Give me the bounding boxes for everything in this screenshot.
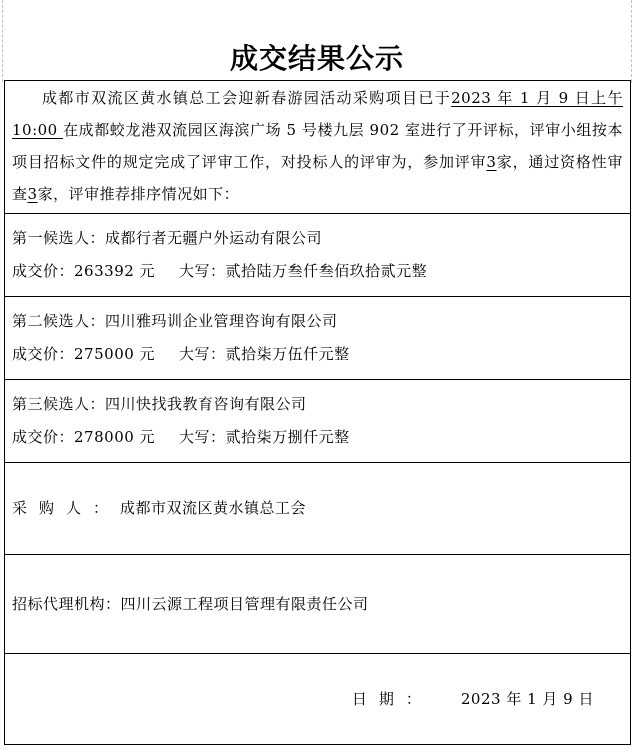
- candidate-cell-2: [5, 297, 631, 380]
- candidate-name-line: [12, 222, 623, 255]
- candidate-cell-3: [5, 380, 631, 463]
- review-count: 3: [486, 153, 497, 171]
- date-row: [5, 654, 631, 745]
- buyer-row: [5, 463, 631, 555]
- document-title: 成交结果公示: [229, 42, 404, 75]
- price-label: 成交价：: [12, 262, 75, 280]
- buyer-cell: [5, 463, 631, 555]
- candidate-name: 成都行者无疆户外运动有限公司: [105, 229, 323, 247]
- intro-part-3: 家，通过资格性审查: [12, 153, 623, 203]
- candidate-row-1: [5, 214, 631, 297]
- capital-value: 贰拾柒万伍仟元整: [225, 345, 350, 363]
- candidate-price-line: [12, 338, 623, 371]
- price-label: 成交价：: [12, 345, 75, 363]
- buyer-label: 采购人：: [12, 499, 121, 517]
- agency-cell: [5, 555, 631, 654]
- date-cell: [5, 654, 631, 745]
- agency-row: [5, 555, 631, 654]
- price-label: 成交价：: [12, 428, 75, 446]
- intro-cell: [5, 81, 631, 214]
- agency-value: 四川云源工程项目管理有限责任公司: [120, 594, 369, 613]
- price-value: 275000 元: [74, 345, 156, 363]
- candidate-rank-label: 第二候选人：: [12, 312, 106, 330]
- agency-label: 招标代理机构：: [12, 594, 121, 613]
- candidate-name: 四川快找我教育咨询有限公司: [105, 395, 307, 413]
- capital-value: 贰拾陆万叁仟叁佰玖拾贰元整: [225, 262, 428, 280]
- date-value: 2023 年 1 月 9 日: [460, 689, 594, 708]
- capital-label: 大写：: [179, 262, 226, 280]
- candidate-row-2: [5, 297, 631, 380]
- candidate-name-line: [12, 305, 623, 338]
- candidate-cell-1: [5, 214, 631, 297]
- pass-count: 3: [27, 185, 38, 203]
- intro-part-2: 在成都蛟龙港双流园区海滨广场 5 号楼九层 902 室进行了开评标，评审小组按本项目招标文件的规定完成了评审工作，对投标人的评审为，参加评审: [12, 121, 624, 171]
- capital-value: 贰拾柒万捌仟元整: [225, 428, 350, 446]
- intro-part-4: 家，评审推荐排序情况如下：: [37, 185, 240, 203]
- candidate-name: 四川雅玛训企业管理咨询有限公司: [105, 312, 338, 330]
- opening-time: 2023 年 1 月 9 日上午 10:00: [12, 89, 623, 139]
- candidate-rank-label: 第一候选人：: [12, 229, 106, 247]
- date-label: 日期：: [351, 689, 433, 708]
- candidate-row-3: [5, 380, 631, 463]
- result-table: [4, 80, 631, 745]
- intro-part-1: 成都市双流区黄水镇总工会迎新春游园活动采购项目已于: [42, 89, 452, 107]
- intro-paragraph: [12, 82, 623, 210]
- intro-row: [5, 81, 631, 214]
- buyer-value: 成都市双流区黄水镇总工会: [120, 499, 307, 517]
- candidate-price-line: [12, 421, 623, 454]
- capital-label: 大写：: [179, 428, 226, 446]
- capital-label: 大写：: [179, 345, 226, 363]
- candidate-price-line: [12, 255, 623, 288]
- price-value: 278000 元: [74, 428, 156, 446]
- candidate-rank-label: 第三候选人：: [12, 395, 106, 413]
- price-value: 263392 元: [74, 262, 156, 280]
- candidate-name-line: [12, 388, 623, 421]
